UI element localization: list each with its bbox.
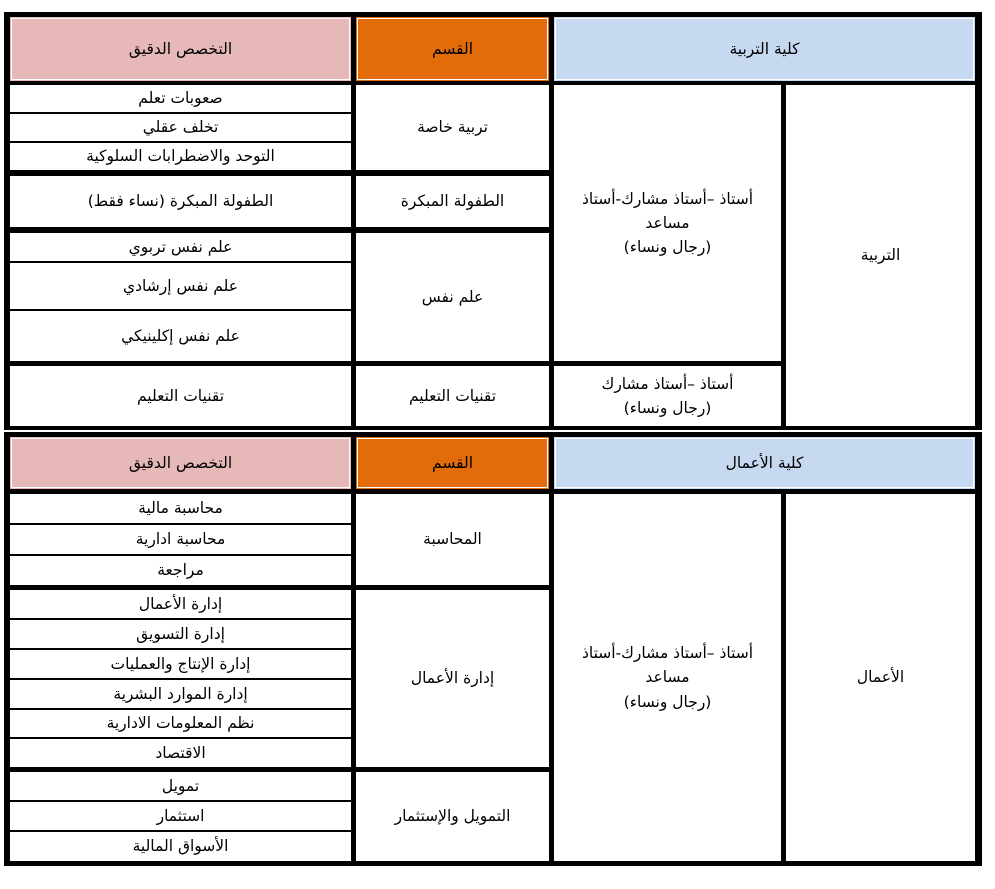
specialization-item: نظم المعلومات الادارية [9, 709, 352, 738]
specialization-item: إدارة الأعمال [9, 589, 352, 619]
specialization-item: استثمار [9, 801, 352, 831]
business-specialization-header: التخصص الدقيق [9, 436, 352, 490]
education-ranks-main: أستاذ –أستاذ مشارك-أستاذ مساعد (رجال ونساء) [553, 84, 782, 362]
specialization-item: محاسبة ادارية [9, 524, 352, 555]
department-educational-technology: تقنيات التعليم [355, 365, 550, 427]
education-college-header: كلية التربية [553, 16, 976, 82]
department-psychology: علم نفس [355, 232, 550, 362]
business-college-name: الأعمال [785, 493, 976, 862]
specialization-item: محاسبة مالية [9, 493, 352, 524]
specialization-item: الأسواق المالية [9, 831, 352, 862]
education-ranks-tech: أستاذ –أستاذ مشارك (رجال ونساء) [553, 365, 782, 427]
specialization-item: الاقتصاد [9, 738, 352, 768]
department-business-administration: إدارة الأعمال [355, 589, 550, 768]
department-accounting: المحاسبة [355, 493, 550, 586]
specialization-item: إدارة الإنتاج والعمليات [9, 649, 352, 679]
specialization-item: علم نفس تربوي [9, 232, 352, 262]
specialization-item: الطفولة المبكرة (نساء فقط) [9, 175, 352, 228]
education-department-header: القسم [355, 16, 550, 82]
education-specialization-header: التخصص الدقيق [9, 16, 352, 82]
business-ranks: أستاذ –أستاذ مشارك-أستاذ مساعد (رجال ونساء) [553, 493, 782, 862]
education-college-name: التربية [785, 84, 976, 427]
specialization-item: تمويل [9, 771, 352, 801]
specialization-item: علم نفس إكلينيكي [9, 310, 352, 362]
specialization-item: صعوبات تعلم [9, 84, 352, 113]
business-department-header: القسم [355, 436, 550, 490]
specialization-item: إدارة التسويق [9, 619, 352, 649]
specialization-item: علم نفس إرشادي [9, 262, 352, 310]
specialization-item: التوحد والاضطرابات السلوكية [9, 142, 352, 171]
specialization-item: إدارة الموارد البشرية [9, 679, 352, 709]
specialization-item: مراجعة [9, 555, 352, 586]
business-college-header: كلية الأعمال [553, 436, 976, 490]
specialization-item: تقنيات التعليم [9, 365, 352, 427]
department-special-education: تربية خاصة [355, 84, 550, 171]
department-finance-investment: التمويل والإستثمار [355, 771, 550, 862]
department-early-childhood: الطفولة المبكرة [355, 175, 550, 228]
specialization-item: تخلف عقلي [9, 113, 352, 142]
